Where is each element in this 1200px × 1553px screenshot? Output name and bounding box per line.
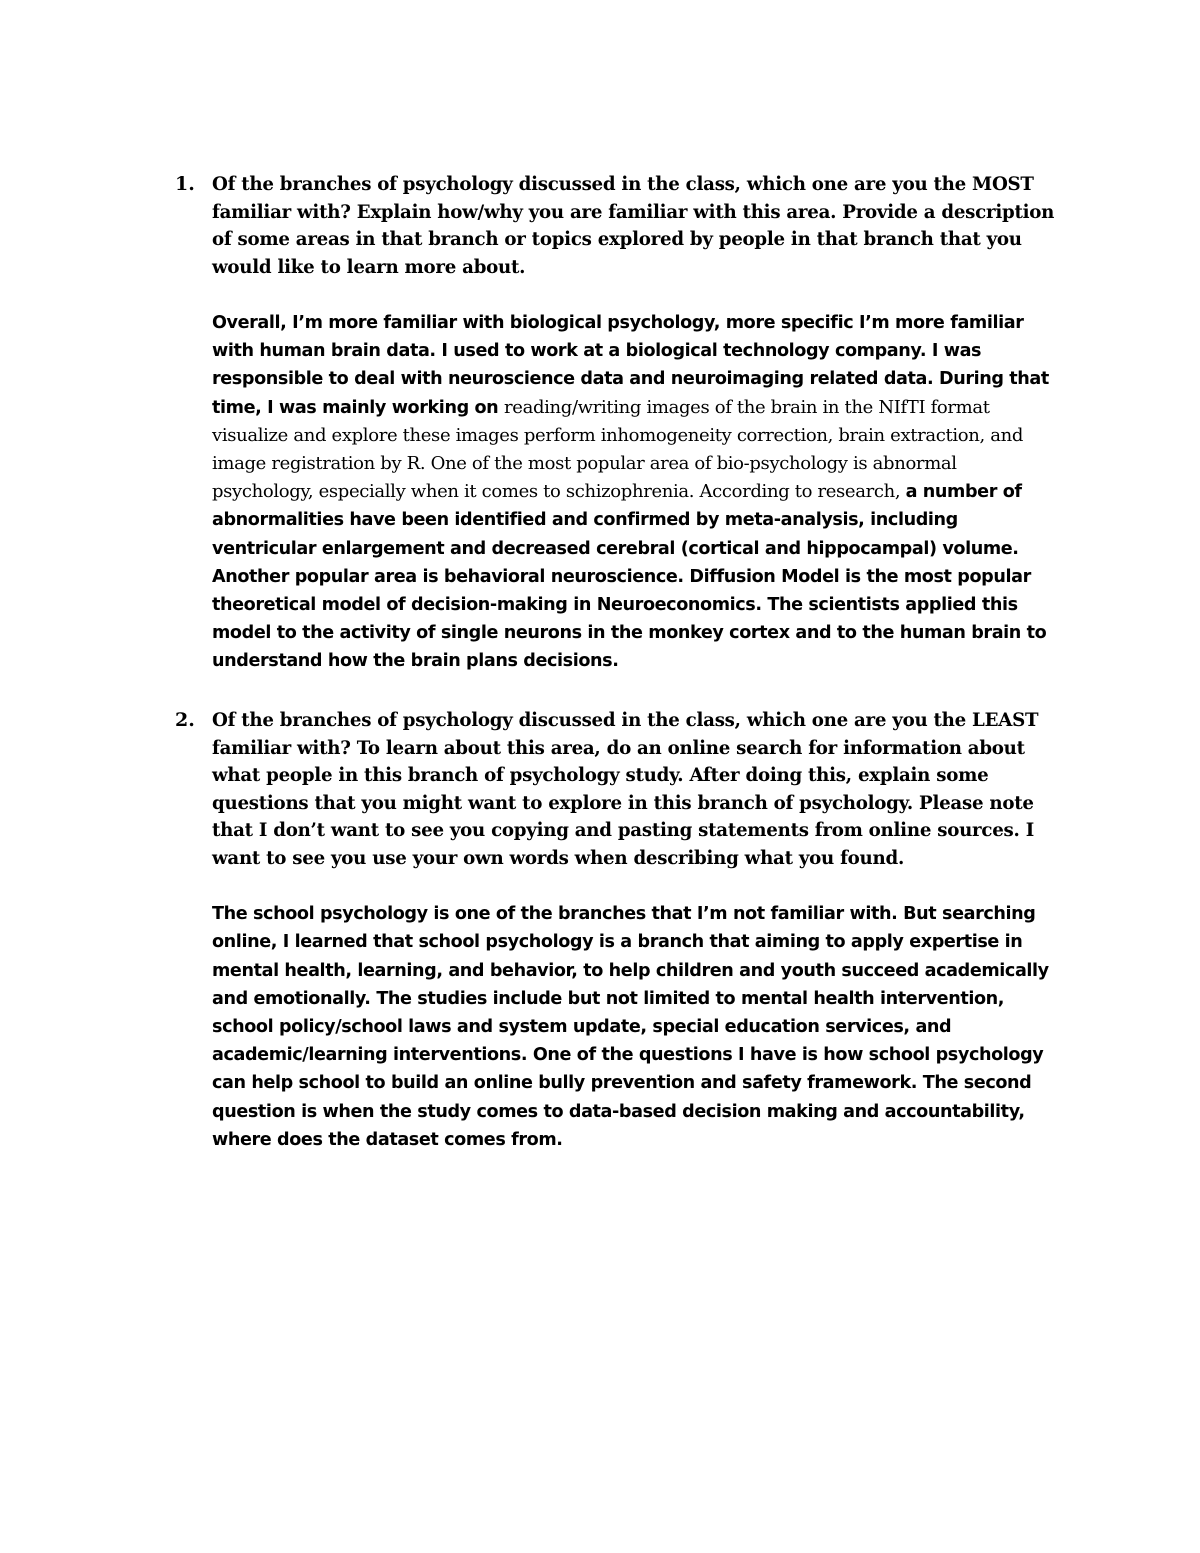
answer-1 [212, 309, 1060, 676]
question-number-1: 1. [175, 173, 195, 195]
answer-2: The school psychology is one of the branches that I’m not familiar with. But searching online, I learned that school psychology is a branch that aiming to apply expertise in mental health, learning, and behavior, to help children and youth succeed academically and emotionally. The studies include but not limited to mental health intervention, school policy/school laws and system update, special education services, and academic/learning interventions. One of the questions I have is how school psychology can help school to build an online bully prevention and safety framework. The second question is when the study comes to data-based decision making and accountability, where does the dataset comes from. [212, 904, 1049, 1150]
question-item-2 [175, 707, 1060, 1154]
question-prompt-1: Of the branches of psychology discussed in the class, which one are you the MOST familiar with? Explain how/why you are familiar with this area. Provide a description of some areas in that branch or topics explored by people in that branch that you would like to learn more about. [212, 174, 1055, 278]
question-item-1 [175, 171, 1060, 676]
question-number-2: 2. [175, 709, 195, 731]
question-prompt-2: Of the branches of psychology discussed in the class, which one are you the LEAST familiar with? To learn about this area, do an online search for information about what people in this branch of psychology study. After doing this, explain some questions that you might want to explore in this branch of psychology. Please note that I don’t want to see you copying and pasting statements from online sources. I want to see you use your own words when describing what you found. [212, 710, 1039, 869]
answer-1-part-3: a number of abnormalities have been identified and confirmed by meta-analysis, including ventricular enlargement and decreased cerebral (cortical and hippocampal) volume. Another popular area is behavioral neuroscience. Diffusion Model is the most popular theoretical model of decision-making in Neuroeconomics. The scientists applied this model to the activity of single neurons in the monkey cortex and to the human brain to understand how the brain plans decisions. [212, 482, 1047, 672]
answer-1-part-2: reading/writing images of the brain in the NIfTI format visualize and explore these images perform inhomogeneity correction, brain extraction, and image registration by R. One of the most popular area of bio-psychology is abnormal psychology, especially when it comes to schizophrenia. According to research, [212, 396, 1024, 503]
answer-1-part-1: Overall, I’m more familiar with biological psychology, more specific I’m more familiar with human brain data. I used to work at a biological technology company. I was responsible to deal with neuroscience data and neuroimaging related data. During that time, I was mainly working on [212, 312, 1049, 418]
